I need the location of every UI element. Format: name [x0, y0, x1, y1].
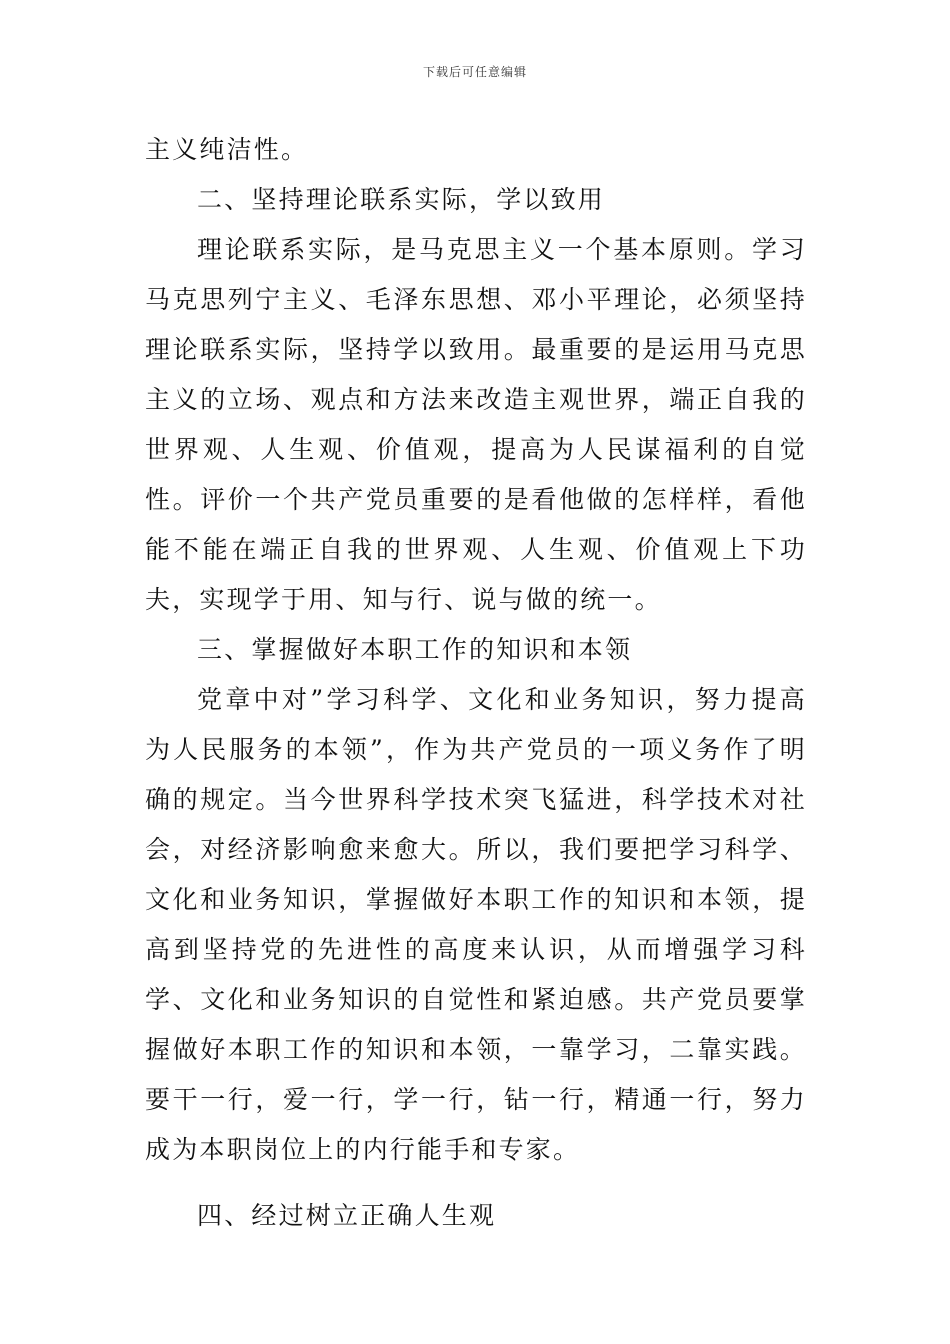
document-body [145, 125, 807, 1241]
section-heading-4: 四、经过树立正确人生观 [197, 1201, 497, 1230]
section-heading-2: 二、坚持理论联系实际，学以致用 [197, 185, 606, 214]
section-heading-3: 三、掌握做好本职工作的知识和本领 [197, 635, 633, 664]
paragraph-continuation: 主义纯洁性。 [145, 135, 309, 164]
paragraph-section-2: 理论联系实际，是马克思主义一个基本原则。学习马克思列宁主义、毛泽东思想、邓小平理论，必须坚持理论联系实际，坚持学以致用。最重要的是运用马克思主义的立场、观点和方法来改造主观世界，端正自我的世界观、人生观、价值观，提高为人民谋福利的自觉性。评价一个共产党员重要的是看他做的怎样样，看他能不能在端正自我的世界观、人生观、价值观上下功夫，实现学于用、知与行、说与做的统一。 [145, 235, 807, 614]
paragraph-section-3: 党章中对”学习科学、文化和业务知识，努力提高为人民服务的本领”，作为共产党员的一项义务作了明确的规定。当今世界科学技术突飞猛进，科学技术对社会，对经济影响愈来愈大。所以，我们要把学习科学、文化和业务知识，掌握做好本职工作的知识和本领，提高到坚持党的先进性的高度来认识，从而增强学习科学、文化和业务知识的自觉性和紧迫感。共产党员要掌握做好本职工作的知识和本领，一靠学习，二靠实践。要干一行，爱一行，学一行，钻一行，精通一行，努力成为本职岗位上的内行能手和专家。 [145, 685, 807, 1164]
page-header: 下载后可任意编辑 [422, 65, 527, 79]
